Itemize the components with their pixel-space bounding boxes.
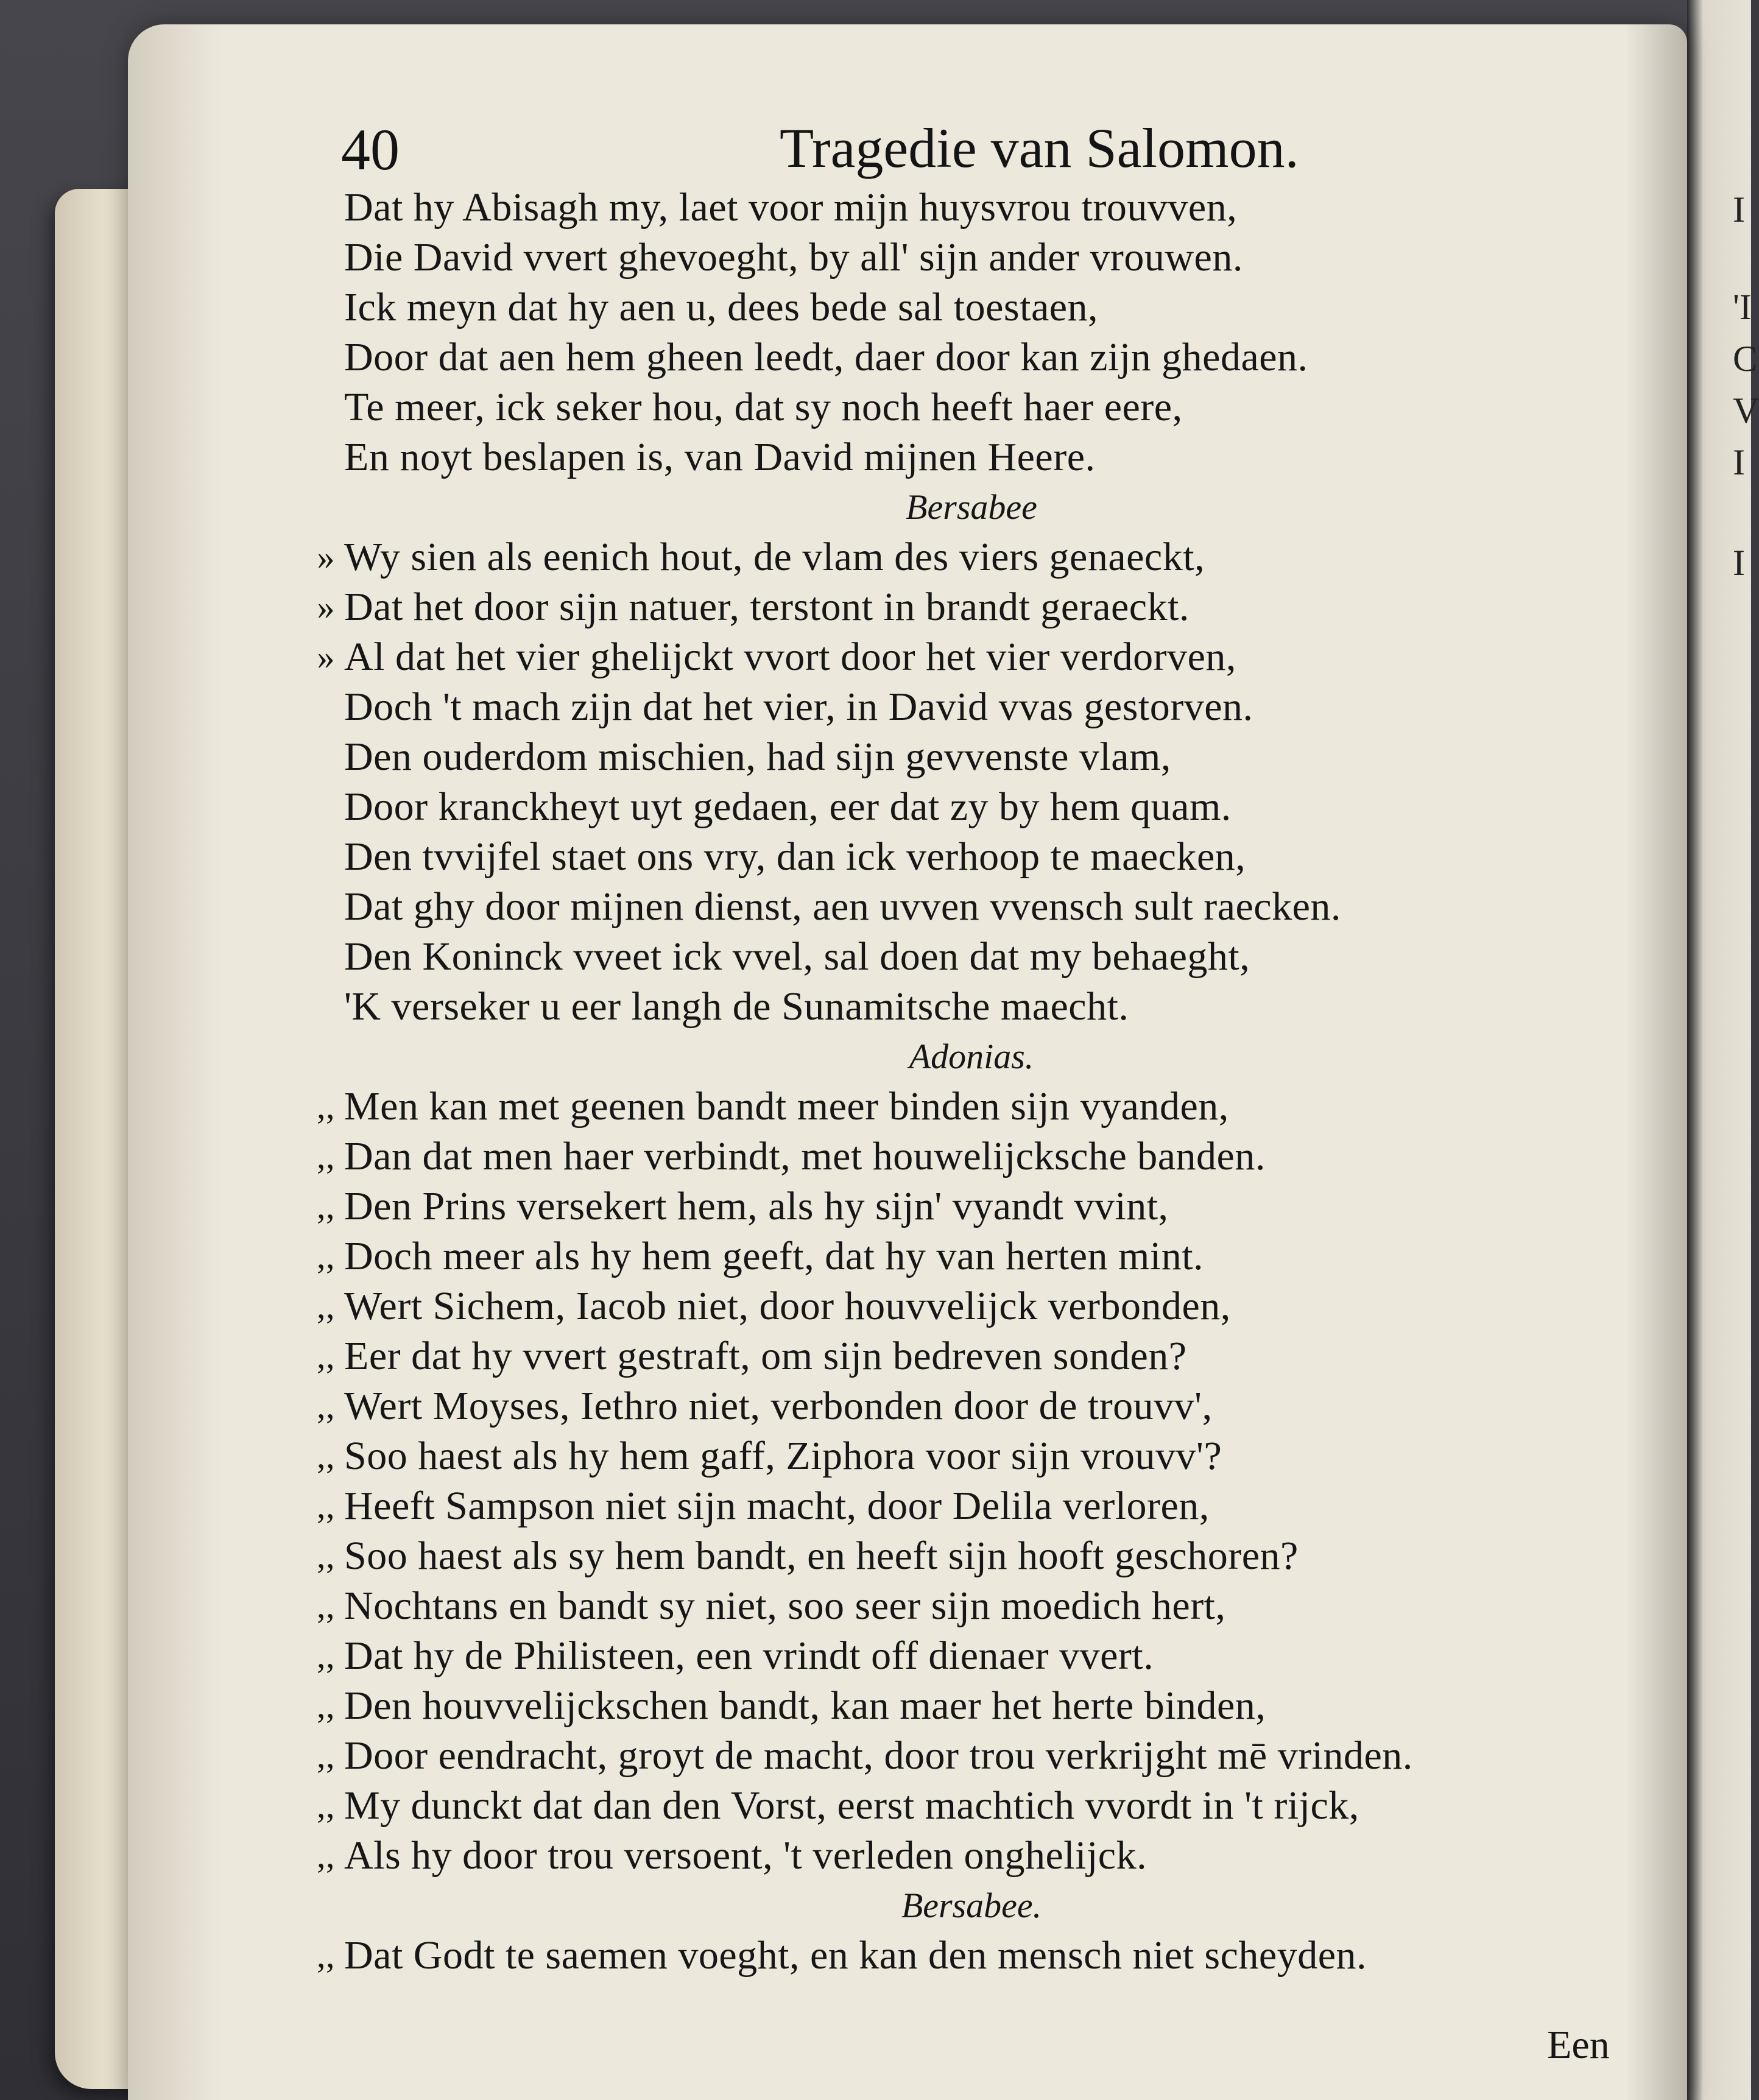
facing-page-glyph: C [1733,339,1758,379]
verse-text: Door dat aen hem gheen leedt, daer door kan zijn ghedaen. [344,335,1308,379]
verse-text: Doch 't mach zijn dat het vier, in David vvas gestorven. [344,685,1253,729]
verse-line [286,532,1657,582]
facing-page-glyph: V [1733,390,1759,431]
facing-page-glyph: I [1733,442,1745,482]
verse-text: Eer dat hy vvert gestraft, om sijn bedreven sonden? [344,1334,1187,1378]
facing-page-glyph: I [1733,189,1745,230]
verse-line [286,682,1657,732]
verse-line [286,1481,1657,1531]
verse-text: Door eendracht, groyt de macht, door trou verkrijght mē vrinden. [344,1733,1413,1778]
verse-text: Wert Moyses, Iethro niet, verbonden door de trouvv', [344,1384,1213,1428]
verse-text: Dan dat men haer verbindt, met houwelijcksche banden. [344,1134,1266,1179]
verse-text: Als hy door trou versoent, 't verleden onghelijck. [344,1833,1147,1878]
verse-text: Den ouderdom mischien, had sijn gevvenste vlam, [344,735,1171,779]
quotation-mark: ,, [317,1286,335,1326]
facing-page-glyph: I [1733,543,1745,583]
verse-text: Den Koninck vveet ick vvel, sal doen dat my behaeght, [344,934,1250,979]
verse-line [286,1781,1657,1831]
verse-line [286,333,1657,382]
verse-text: En noyt beslapen is, van David mijnen Heere. [344,435,1096,479]
verse-line [286,932,1657,982]
quotation-mark: » [317,537,335,577]
verse-text: Dat Godt te saemen voeght, en kan den mensch niet scheyden. [344,1933,1367,1978]
verse-line [286,1681,1657,1731]
verse-line [286,1182,1657,1231]
quotation-mark: ,, [317,1236,335,1276]
verse-line [286,1931,1657,1981]
verse-line [286,632,1657,682]
speaker-name: Bersabee [906,487,1037,527]
verse-text: Al dat het vier ghelijckt vvort door het vier verdorven, [344,635,1236,679]
verse-line [286,1281,1657,1331]
verse-line [286,1631,1657,1681]
verse-text: Wert Sichem, Iacob niet, door houvvelijck verbonden, [344,1284,1231,1328]
verse-line [286,1581,1657,1631]
verse-line [286,1231,1657,1281]
verse-text: Dat hy Abisagh my, laet voor mijn huysvrou trouvven, [344,185,1238,230]
quotation-mark: ,, [317,1436,335,1476]
quotation-mark: ,, [317,1536,335,1576]
verse-text: Dat hy de Philisteen, een vrindt off dienaer vvert. [344,1633,1154,1678]
verse-line [286,233,1657,283]
quotation-mark: ,, [317,1586,335,1626]
verse-text: My dunckt dat dan den Vorst, eerst machtich vvordt in 't rijck, [344,1783,1359,1828]
quotation-mark: ,, [317,1686,335,1725]
page-number: 40 [341,117,400,182]
catchword: Een [1547,2023,1610,2067]
quotation-mark: ,, [317,1636,335,1675]
verse-text: Nochtans en bandt sy niet, soo seer sijn moedich hert, [344,1584,1226,1628]
verse-text: Den houvvelijckschen bandt, kan maer het herte binden, [344,1683,1266,1728]
running-title: Tragedie van Salomon. [780,117,1299,179]
verse-line [286,382,1657,432]
verse-text: Door kranckheyt uyt gedaen, eer dat zy by hem quam. [344,784,1232,829]
verse-line [286,432,1657,482]
quotation-mark: ,, [317,1386,335,1426]
quotation-mark: ,, [317,1836,335,1875]
verse-text: Doch meer als hy hem geeft, dat hy van herten mint. [344,1234,1204,1278]
speaker-name: Adonias. [909,1037,1034,1076]
verse-text: Ick meyn dat hy aen u, dees bede sal toestaen, [344,285,1099,329]
verse-text: 'K verseker u eer langh de Sunamitsche maecht. [344,984,1129,1029]
verse-line [286,1331,1657,1381]
verse-line [286,782,1657,832]
quotation-mark: ,, [317,1186,335,1226]
verse-line [286,982,1657,1032]
quotation-mark: » [317,587,335,627]
verse-text: Soo haest als hy hem gaff, Ziphora voor sijn vrouvv'? [344,1434,1222,1478]
verse-line [286,1082,1657,1132]
quotation-mark: ,, [317,1736,335,1775]
quotation-mark: ,, [317,1136,335,1176]
verse-text: Wy sien als eenich hout, de vlam des viers genaeckt, [344,535,1205,579]
quotation-mark: ,, [317,1936,335,1975]
verse-line [286,582,1657,632]
verse-line [286,832,1657,882]
verse-text: Te meer, ick seker hou, dat sy noch heeft haer eere, [344,385,1183,429]
quotation-mark: ,, [317,1486,335,1526]
verse-text: Heeft Sampson niet sijn macht, door Delila verloren, [344,1484,1210,1528]
verse-line [286,1831,1657,1881]
verse-line [286,1132,1657,1182]
verse-text: Den tvvijfel staet ons vry, dan ick verhoop te maecken, [344,834,1246,879]
page-header [341,116,1559,183]
verse-line [286,1731,1657,1781]
verse-line [286,882,1657,932]
verse-text: Dat ghy door mijnen dienst, aen uvven vvensch sult raecken. [344,884,1341,929]
verse-text: Den Prins versekert hem, als hy sijn' vyandt vvint, [344,1184,1169,1228]
quotation-mark: » [317,637,335,677]
verse-text-block [286,183,1657,1981]
verse-text: Dat het door sijn natuer, terstont in brandt geraeckt. [344,585,1190,629]
verse-line [286,732,1657,782]
speaker-name: Bersabee. [901,1886,1042,1925]
verse-line [286,283,1657,333]
quotation-mark: ,, [317,1336,335,1376]
quotation-mark: ,, [317,1087,335,1126]
verse-text: Soo haest als sy hem bandt, en heeft sijn hooft geschoren? [344,1534,1299,1578]
verse-line [286,1531,1657,1581]
verse-text: Die David vvert ghevoeght, by all' sijn ander vrouwen. [344,235,1243,280]
quotation-mark: ,, [317,1786,335,1825]
verse-line [286,183,1657,233]
verse-line [286,1381,1657,1431]
verse-line [286,1431,1657,1481]
facing-page-glyph: 'I [1733,287,1752,327]
verse-text: Men kan met geenen bandt meer binden sijn vyanden, [344,1084,1229,1129]
